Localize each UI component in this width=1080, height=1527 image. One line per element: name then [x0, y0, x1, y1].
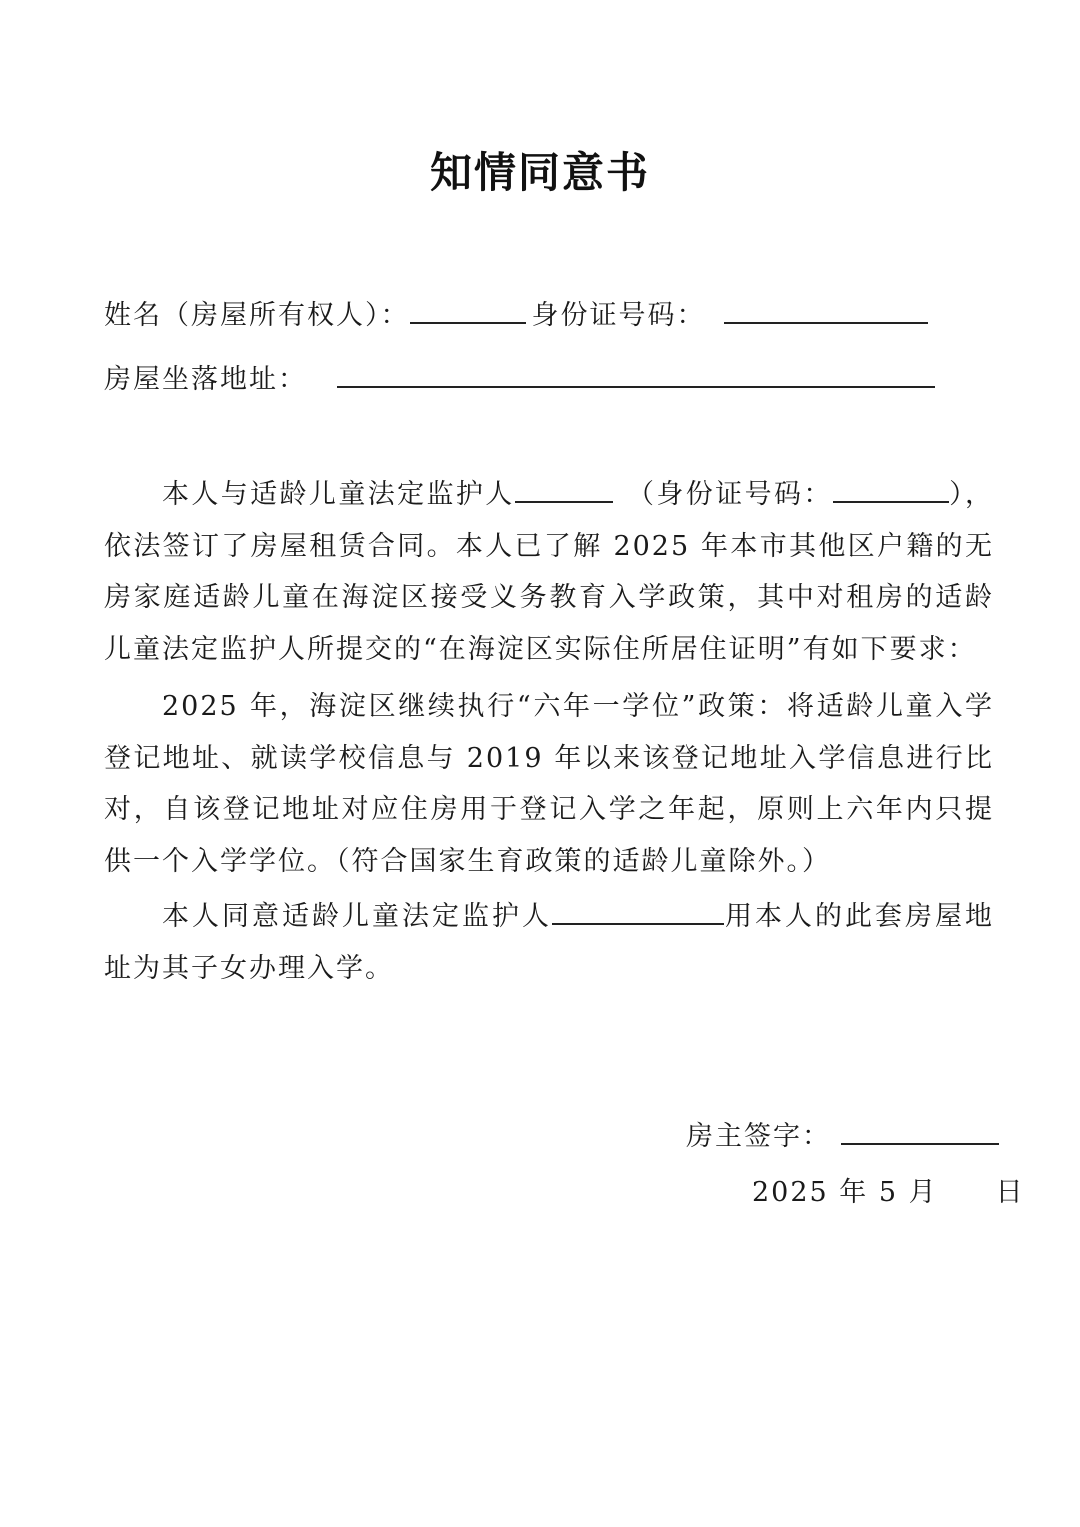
owner-id-label: 身份证号码： — [531, 300, 706, 331]
para1-text-rest: 依法签订了房屋租赁合同。本人已了解 2025 年本市其他区户籍的无房家庭适龄儿童在海淀区接受义务教育入学政策，其中对租房的适龄儿童法定监护人所提交的“在海淀区实际住所居住证明”有如下要求： — [104, 530, 994, 665]
date-day: 日 — [995, 1177, 1025, 1208]
document-title: 知情同意书 — [429, 148, 650, 197]
signature-field[interactable] — [841, 1113, 999, 1145]
address-line — [104, 356, 935, 400]
owner-name-label: 姓名（房屋所有权人）： — [104, 300, 410, 331]
owner-info-line — [104, 292, 928, 336]
para3-text-a: 本人同意适龄儿童法定监护人 — [162, 901, 552, 932]
para3-text-b: 用本人的此套房屋地址为其子女办理入学。 — [104, 901, 994, 984]
owner-id-field[interactable] — [724, 292, 928, 324]
paragraph-consent — [104, 891, 994, 994]
owner-name-field[interactable] — [410, 292, 526, 324]
address-field[interactable] — [337, 356, 935, 388]
guardian-id-field[interactable] — [833, 471, 949, 503]
para1-text-b: （身份证号码： — [626, 479, 833, 510]
date-year-month: 2025 年 5 月 — [752, 1177, 938, 1208]
address-label: 房屋坐落地址： — [104, 364, 307, 395]
para1-text-a: 本人与适龄儿童法定监护人 — [162, 479, 515, 510]
signature-line — [686, 1113, 999, 1153]
paragraph-agreement — [104, 469, 994, 675]
signature-label: 房主签字： — [686, 1121, 831, 1152]
paragraph-policy: 2025 年，海淀区继续执行“六年一学位”政策：将适龄儿童入学登记地址、就读学校信息与 2019 年以来该登记地址入学信息进行比对，自该登记地址对应住房用于登记入学之年起，原则上六年内只提供一个入学学位。（符合国家生育政策的适龄儿童除外。） — [104, 691, 994, 877]
date-line — [752, 1170, 1025, 1209]
para1-text-c: ）， — [948, 479, 995, 510]
consent-guardian-field[interactable] — [552, 893, 724, 925]
guardian-name-field[interactable] — [515, 471, 613, 503]
